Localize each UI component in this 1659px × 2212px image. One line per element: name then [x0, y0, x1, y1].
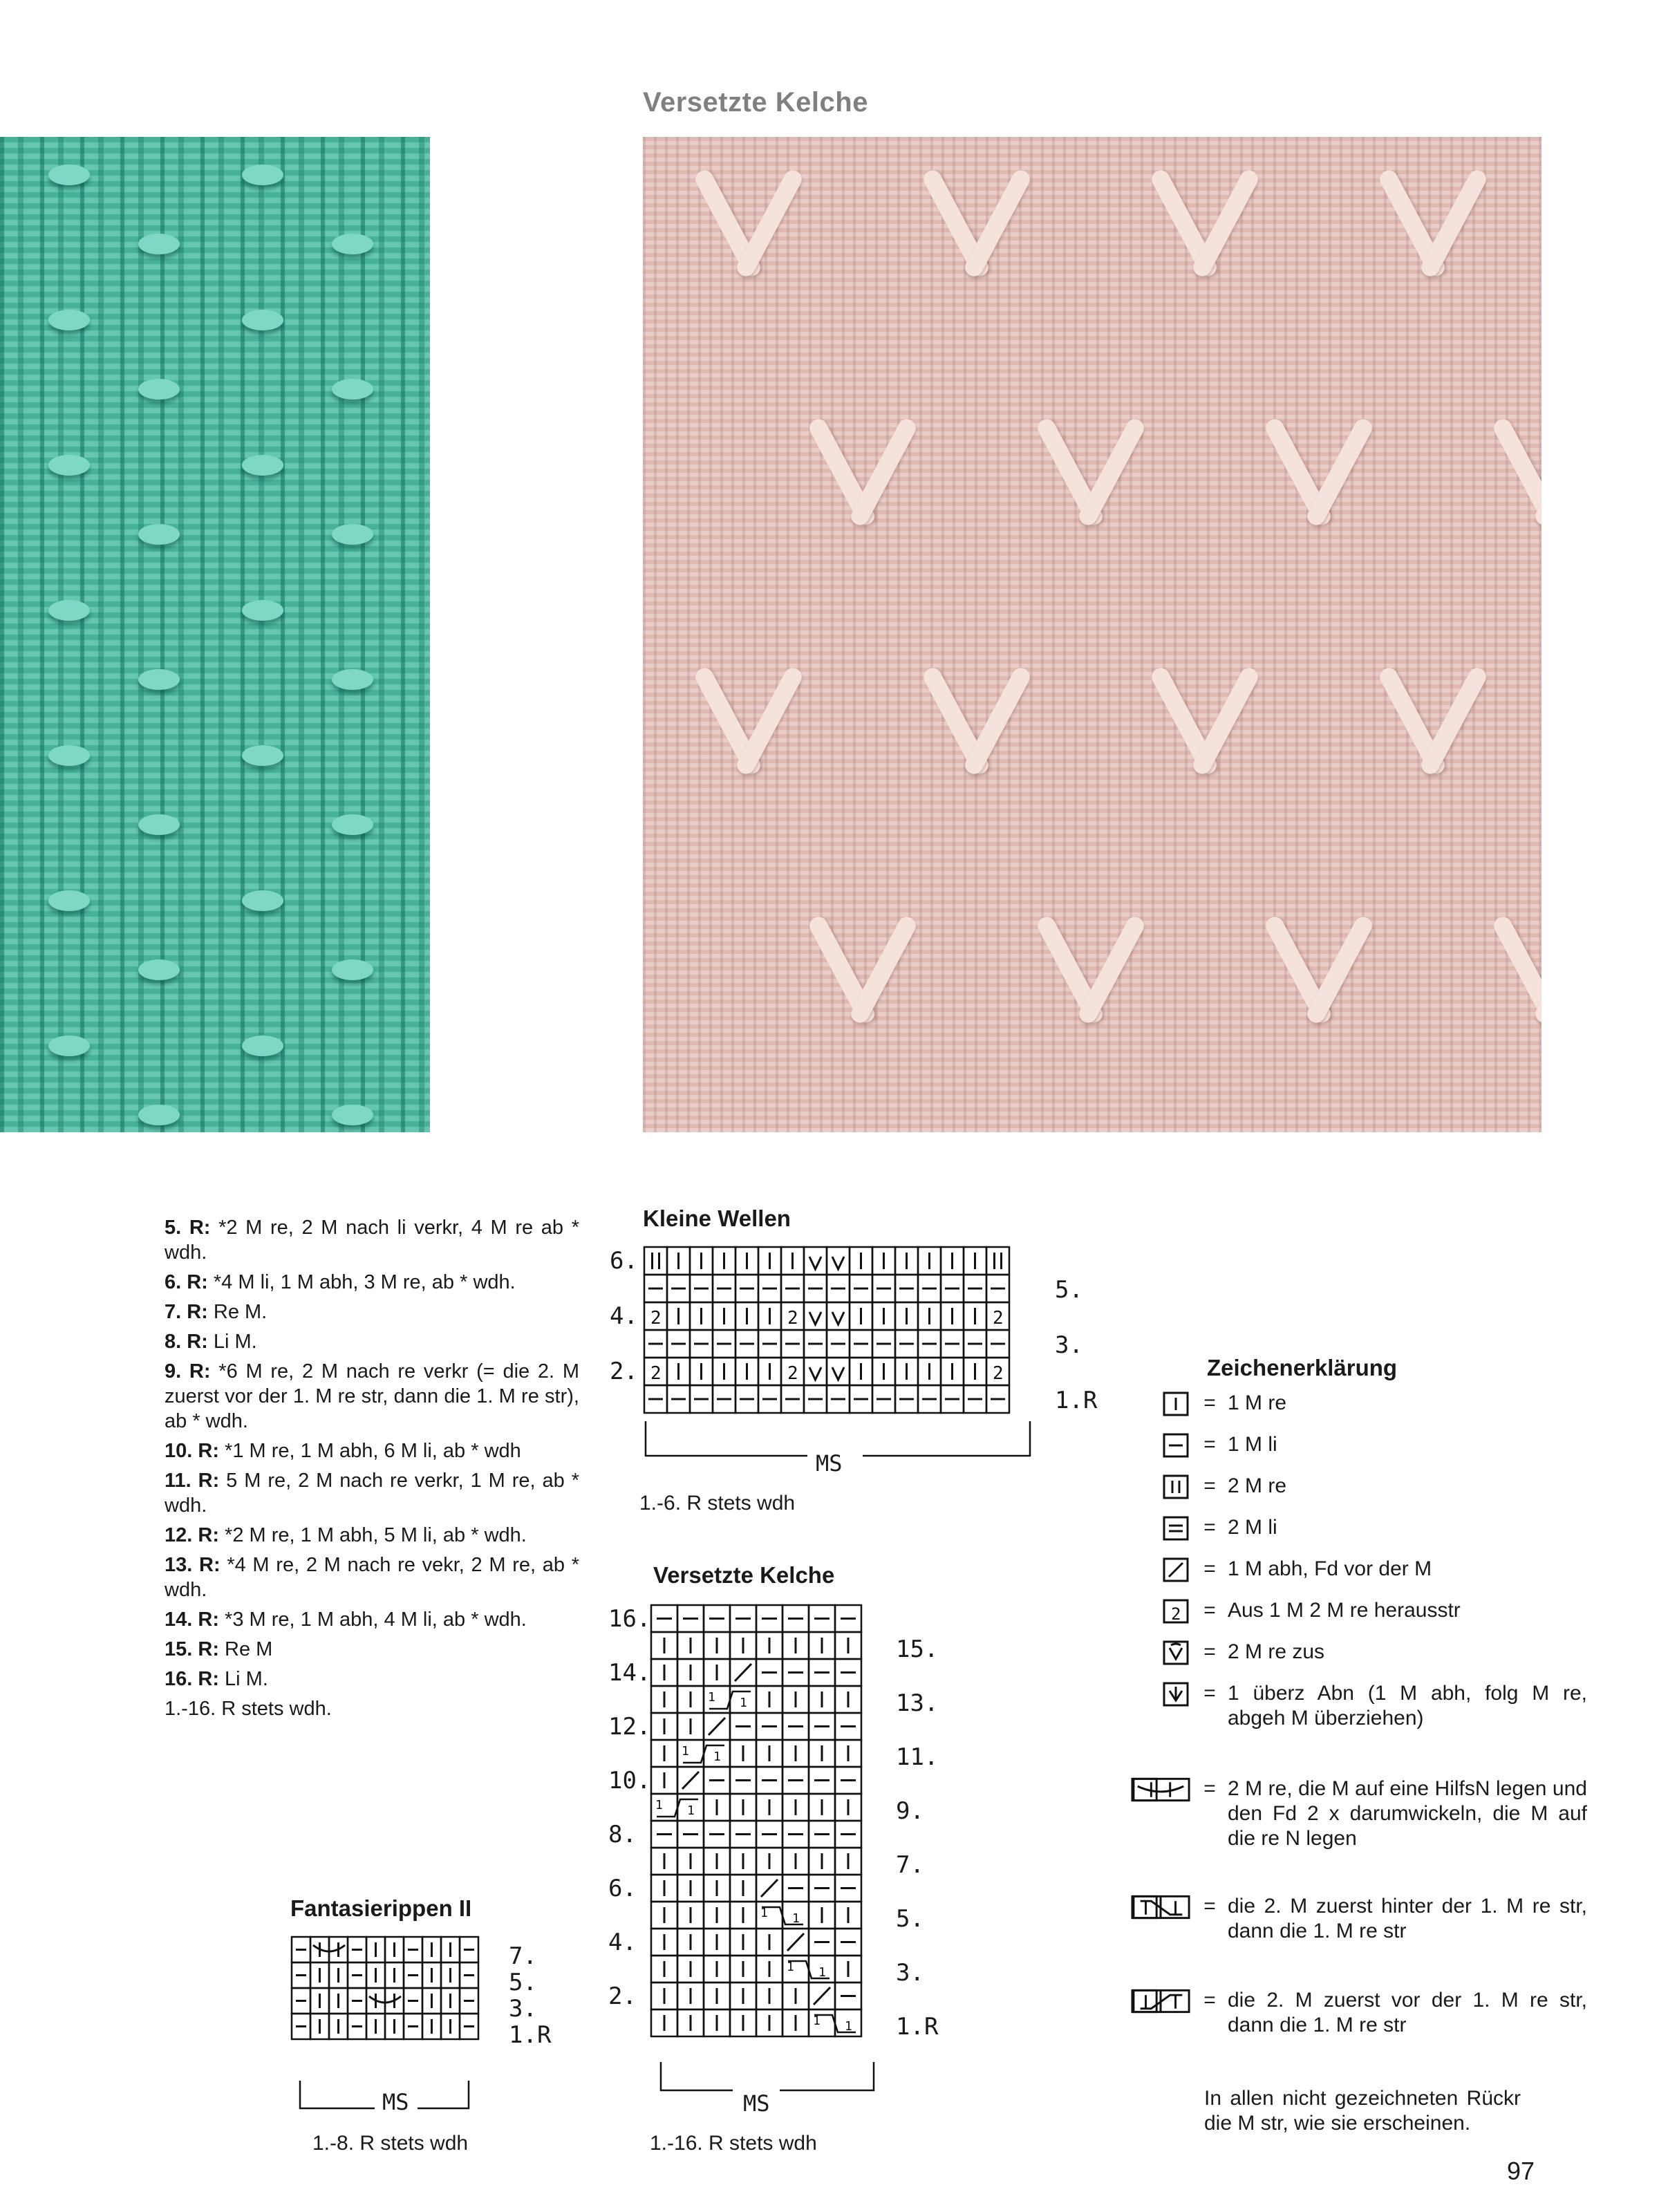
row-instructions — [165, 1215, 579, 1726]
legend-description: 2 M re — [1228, 1474, 1287, 1497]
kw-increase-mark: 2 — [993, 1308, 1004, 1329]
pink-chalice-motif — [926, 158, 1030, 296]
kw-label-4: 4. — [610, 1302, 638, 1330]
kleine-wellen-heading: Kleine Wellen — [643, 1206, 791, 1231]
instruction-row — [165, 1523, 579, 1548]
vk-cross-mark: 1 — [713, 1750, 721, 1764]
pink-chalice-motif — [698, 158, 802, 296]
legend-equals: = — [1203, 1682, 1216, 1705]
wrap-icon — [1131, 1777, 1192, 1803]
legend-equals: = — [1203, 1557, 1216, 1580]
legend-equals: = — [1203, 1599, 1216, 1622]
pink-chalice-motif — [812, 904, 916, 1042]
kw-label-6: 6. — [610, 1247, 638, 1275]
purl-stitch-icon — [1161, 1432, 1192, 1459]
pink-chalice-motif — [1268, 406, 1372, 545]
kw-increase-mark: 2 — [650, 1363, 662, 1384]
vk-cross-mark: 1 — [740, 1696, 747, 1710]
legend-description: 1 M re — [1228, 1391, 1287, 1414]
skpo-icon — [1161, 1681, 1192, 1707]
teal-knot — [138, 959, 180, 980]
svg-text:2: 2 — [1171, 1604, 1181, 1624]
legend-equals: = — [1203, 1640, 1216, 1663]
teal-knot — [242, 890, 283, 911]
instruction-row-text: *4 M li, 1 M abh, 3 M re, ab * wdh. — [207, 1271, 516, 1293]
teal-knot — [138, 669, 180, 690]
teal-knot — [48, 455, 90, 476]
pink-motif-leaf — [1076, 416, 1147, 528]
legend-equals: = — [1203, 1777, 1216, 1800]
pink-motif-leaf — [1076, 914, 1147, 1026]
teal-knot — [242, 600, 283, 621]
teal-knot — [138, 379, 180, 400]
fr-label-5: 5. — [509, 1969, 537, 1996]
vk-slip-mark — [787, 1933, 804, 1951]
fr-ms-bracket — [300, 2081, 375, 2108]
instruction-row-number: 7. R: — [165, 1301, 208, 1323]
kw-decrease-mark — [809, 1312, 821, 1324]
kw-cell — [986, 1247, 1009, 1275]
vk-left-label: 14. — [608, 1659, 651, 1687]
legend-row — [1161, 1557, 1587, 1583]
instruction-row — [165, 1270, 579, 1295]
kleine-wellen-chart — [641, 1244, 1035, 1452]
teal-knot — [138, 814, 180, 835]
pink-motif-leaf — [962, 167, 1033, 279]
instruction-row-number: 9. R: — [165, 1360, 211, 1382]
k2tog-icon — [1161, 1640, 1192, 1666]
vk-slip-mark — [814, 1987, 830, 2005]
legend-equals: = — [1203, 1895, 1216, 1918]
vk-ms-label: MS — [743, 2090, 770, 2117]
fantasierippen-heading: Fantasierippen II — [290, 1895, 472, 1921]
pink-chalice-motif — [1497, 406, 1541, 545]
teal-knot — [48, 165, 90, 185]
legend-description: 2 M re zus — [1228, 1640, 1325, 1663]
instruction-row-text: 5 M re, 2 M nach re verkr, 1 M re, ab * wdh. — [165, 1470, 579, 1517]
pink-chalice-motif — [1382, 655, 1486, 794]
kw-increase-mark: 2 — [650, 1308, 662, 1329]
vk-left-label: 16. — [608, 1605, 651, 1633]
vk-cross-mark: 1 — [813, 2014, 821, 2028]
kw-ms-label: MS — [816, 1450, 843, 1477]
instruction-row — [165, 1359, 579, 1434]
pink-chalice-motif — [812, 406, 916, 545]
legend-description: Aus 1 M 2 M re herausstr — [1228, 1599, 1461, 1622]
instruction-row-number: 8. R: — [165, 1331, 208, 1353]
vk-slip-mark — [709, 1718, 725, 1735]
vk-slip-mark — [682, 1772, 699, 1789]
vk-slip-mark — [735, 1664, 751, 1681]
pink-chalice-motif — [1040, 406, 1144, 545]
two-purl-icon — [1161, 1515, 1192, 1541]
legend-row — [1161, 1432, 1587, 1459]
versetzte-kelche-chart — [648, 1602, 883, 2128]
vk-cross-mark: 1 — [682, 1744, 689, 1759]
instruction-row-text: *3 M re, 1 M abh, 4 M li, ab * wdh. — [218, 1609, 527, 1631]
page-number: 97 — [1507, 2157, 1535, 2185]
legend-equals: = — [1203, 1474, 1216, 1497]
instruction-row-text: *2 M re, 2 M nach li verkr, 4 M re ab * wdh. — [165, 1217, 580, 1264]
kw-increase-mark: 2 — [787, 1363, 798, 1384]
instruction-row-number: 12. R: — [165, 1524, 219, 1546]
teal-knot — [242, 455, 283, 476]
vk-left-label: 4. — [608, 1929, 637, 1956]
legend-description: 2 M li — [1228, 1516, 1277, 1539]
teal-knot — [138, 1105, 180, 1125]
teal-knot — [332, 234, 373, 254]
kw-ms-bracket — [646, 1421, 807, 1456]
pink-motif-leaf — [1418, 665, 1490, 777]
vk-slip-mark — [761, 1880, 778, 1897]
kw-label-1r: 1.R — [1055, 1387, 1098, 1414]
instruction-row-number: 15. R: — [165, 1638, 219, 1660]
legend-row — [1161, 1391, 1587, 1417]
vk-right-label: 1.R — [896, 2013, 939, 2041]
kw-label-5: 5. — [1055, 1276, 1083, 1304]
teal-knot — [332, 379, 373, 400]
legend-row — [1161, 1894, 1587, 1944]
instruction-row-number: 6. R: — [165, 1271, 208, 1293]
instruction-row — [165, 1637, 579, 1662]
pink-motif-leaf — [1190, 665, 1262, 777]
legend-row — [1161, 1515, 1587, 1541]
vk-left-label: 8. — [608, 1821, 637, 1848]
instruction-row-text: *2 M re, 1 M abh, 5 M li, ab * wdh. — [218, 1524, 527, 1546]
teal-knot — [242, 745, 283, 766]
slip-stitch-icon — [1161, 1557, 1192, 1583]
two-knit-icon — [1161, 1474, 1192, 1500]
fr-label-3: 3. — [509, 1995, 537, 2023]
legend-equals: = — [1203, 1433, 1216, 1456]
teal-knit-sample-photo — [0, 137, 430, 1132]
legend-row — [1161, 1640, 1587, 1666]
legend-description: 1 überz Abn (1 M abh, folg M re, abgeh M überziehen) — [1228, 1682, 1587, 1730]
fr-ms-label: MS — [382, 2089, 409, 2115]
instruction-row-number: 16. R: — [165, 1668, 219, 1690]
legend-row — [1161, 1681, 1587, 1731]
fr-label-1r: 1.R — [509, 2021, 552, 2049]
vk-cross-mark: 1 — [687, 1803, 695, 1818]
pink-motif-leaf — [734, 665, 805, 777]
pink-motif-leaf — [962, 665, 1033, 777]
legend-description: 1 M li — [1228, 1433, 1277, 1456]
kw-decrease-mark — [809, 1257, 821, 1269]
teal-knot — [48, 310, 90, 330]
vk-right-label: 13. — [896, 1689, 939, 1717]
pink-chalice-motif — [1154, 158, 1258, 296]
pink-chalice-motif — [1040, 904, 1144, 1042]
pink-motif-leaf — [1418, 167, 1490, 279]
legend-description: die 2. M zuerst vor der 1. M re str, dann die 1. M re str — [1228, 1989, 1587, 2036]
increase-icon — [1161, 1598, 1192, 1624]
kw-decrease-mark — [832, 1367, 844, 1380]
knit-stitch-icon — [1161, 1391, 1192, 1417]
instruction-row-text: *4 M re, 2 M nach re vekr, 2 M re, ab * wdh. — [165, 1554, 579, 1601]
pink-chalice-motif — [1382, 158, 1486, 296]
instruction-row-number: 14. R: — [165, 1609, 219, 1631]
kw-ms-bracket — [863, 1421, 1030, 1456]
instruction-row — [165, 1300, 579, 1324]
pink-motif-leaf — [1304, 416, 1376, 528]
teal-knot — [332, 669, 373, 690]
legend-equals: = — [1203, 1516, 1216, 1539]
pink-motif-leaf — [1491, 914, 1541, 1026]
teal-knot — [332, 959, 373, 980]
pink-motif-leaf — [848, 416, 919, 528]
teal-knot — [332, 1105, 373, 1125]
vk-left-label: 10. — [608, 1767, 651, 1794]
legend-description: 2 M re, die M auf eine HilfsN legen und den Fd 2 x darumwickeln, die M auf die re N legen — [1228, 1777, 1587, 1850]
cross-left-icon — [1131, 1894, 1192, 1920]
teal-knot — [242, 165, 283, 185]
legend-equals: = — [1203, 1391, 1216, 1414]
cross-right-icon — [1131, 1988, 1192, 2014]
fr-label-7: 7. — [509, 1942, 537, 1970]
instruction-row — [165, 1667, 579, 1691]
instruction-row-text: Re M — [218, 1638, 273, 1660]
kw-decrease-mark — [832, 1312, 844, 1324]
teal-knot — [242, 310, 283, 330]
pink-chalice-motif — [1268, 904, 1372, 1042]
versetzte-kelche-heading: Versetzte Kelche — [653, 1562, 835, 1588]
instruction-row-text: 1.-16. R stets wdh. — [165, 1698, 332, 1720]
instruction-row-number: 10. R: — [165, 1440, 219, 1462]
legend-row — [1161, 1474, 1587, 1500]
vk-right-label: 9. — [896, 1797, 924, 1825]
vk-cross-mark: 1 — [655, 1798, 663, 1812]
instruction-row — [165, 1696, 579, 1721]
instruction-row — [165, 1468, 579, 1518]
pink-knit-sample-photo — [643, 137, 1541, 1132]
pink-motif-leaf — [848, 914, 919, 1026]
vk-cross-mark: 1 — [845, 2019, 852, 2034]
vk-ms-bracket — [661, 2062, 733, 2090]
instruction-row-text: *6 M re, 2 M nach re verkr (= die 2. M zuerst vor der 1. M re str, dann die 1. M re str), ab * wdh. — [165, 1360, 580, 1432]
vk-right-label: 11. — [896, 1743, 939, 1771]
kleine-wellen-caption: 1.-6. R stets wdh — [639, 1492, 796, 1515]
kw-label-3: 3. — [1055, 1331, 1083, 1359]
pink-motif-leaf — [1491, 416, 1541, 528]
kw-label-2: 2. — [610, 1358, 638, 1385]
instruction-row-number: 5. R: — [165, 1217, 211, 1239]
vk-right-label: 7. — [896, 1851, 924, 1879]
instruction-row — [165, 1553, 579, 1602]
vk-cross-mark: 1 — [708, 1690, 715, 1705]
legend-note: In allen nicht gezeichneten Rückr die M str, wie sie erscheinen. — [1204, 2087, 1521, 2135]
vk-left-label: 2. — [608, 1983, 637, 2010]
instruction-row — [165, 1607, 579, 1632]
legend-description: die 2. M zuerst hinter der 1. M re str, dann die 1. M re str — [1228, 1895, 1587, 1942]
teal-knot — [48, 890, 90, 911]
pink-motif-leaf — [1190, 167, 1262, 279]
legend-description: 1 M abh, Fd vor der M — [1228, 1557, 1432, 1580]
instruction-row-number: 13. R: — [165, 1554, 221, 1576]
pink-chalice-motif — [926, 655, 1030, 794]
teal-knot — [242, 1035, 283, 1056]
instruction-row — [165, 1438, 579, 1463]
vk-left-label: 12. — [608, 1713, 651, 1741]
instruction-row-text: Li M. — [207, 1331, 257, 1353]
instruction-row-text: Li M. — [218, 1668, 268, 1690]
vk-right-label: 5. — [896, 1905, 924, 1933]
legend-equals: = — [1203, 1989, 1216, 2012]
teal-knot — [138, 234, 180, 254]
legend-row — [1161, 1988, 1587, 2038]
teal-knot — [48, 745, 90, 766]
legend-heading: Zeichenerklärung — [1207, 1355, 1398, 1380]
kw-decrease-mark — [832, 1257, 844, 1269]
legend-row — [1161, 1598, 1587, 1624]
teal-knot — [48, 1035, 90, 1056]
vk-ms-bracket — [780, 2062, 874, 2090]
instruction-row-number: 11. R: — [165, 1470, 220, 1492]
fantasierippen-caption: 1.-8. R stets wdh — [312, 2132, 469, 2155]
vk-cross-mark: 1 — [760, 1906, 768, 1920]
teal-knot — [48, 600, 90, 621]
instruction-row-text: Re M. — [207, 1301, 268, 1323]
instruction-row-text: *1 M re, 1 M abh, 6 M li, ab * wdh — [218, 1440, 521, 1462]
teal-knot — [138, 524, 180, 545]
kw-cell — [644, 1247, 667, 1275]
kw-increase-mark: 2 — [993, 1363, 1004, 1384]
kw-decrease-mark — [809, 1367, 821, 1380]
teal-knot — [332, 814, 373, 835]
page-title: Versetzte Kelche — [643, 87, 868, 118]
kw-increase-mark: 2 — [787, 1308, 798, 1329]
pink-chalice-motif — [1497, 904, 1541, 1042]
fr-ms-bracket — [418, 2081, 469, 2108]
instruction-row — [165, 1215, 579, 1265]
pink-motif-leaf — [734, 167, 805, 279]
vk-cross-mark: 1 — [818, 1965, 826, 1980]
pink-chalice-motif — [1154, 655, 1258, 794]
versetzte-kelche-caption: 1.-16. R stets wdh — [650, 2132, 817, 2155]
vk-left-label: 6. — [608, 1875, 637, 1902]
vk-cross-mark: 1 — [787, 1960, 794, 1974]
legend-row — [1161, 1777, 1587, 1851]
vk-cross-mark: 1 — [792, 1911, 800, 1926]
vk-right-label: 15. — [896, 1635, 939, 1663]
vk-right-label: 3. — [896, 1959, 924, 1987]
teal-knot — [332, 524, 373, 545]
pink-chalice-motif — [698, 655, 802, 794]
instruction-row — [165, 1329, 579, 1354]
pink-motif-leaf — [1304, 914, 1376, 1026]
